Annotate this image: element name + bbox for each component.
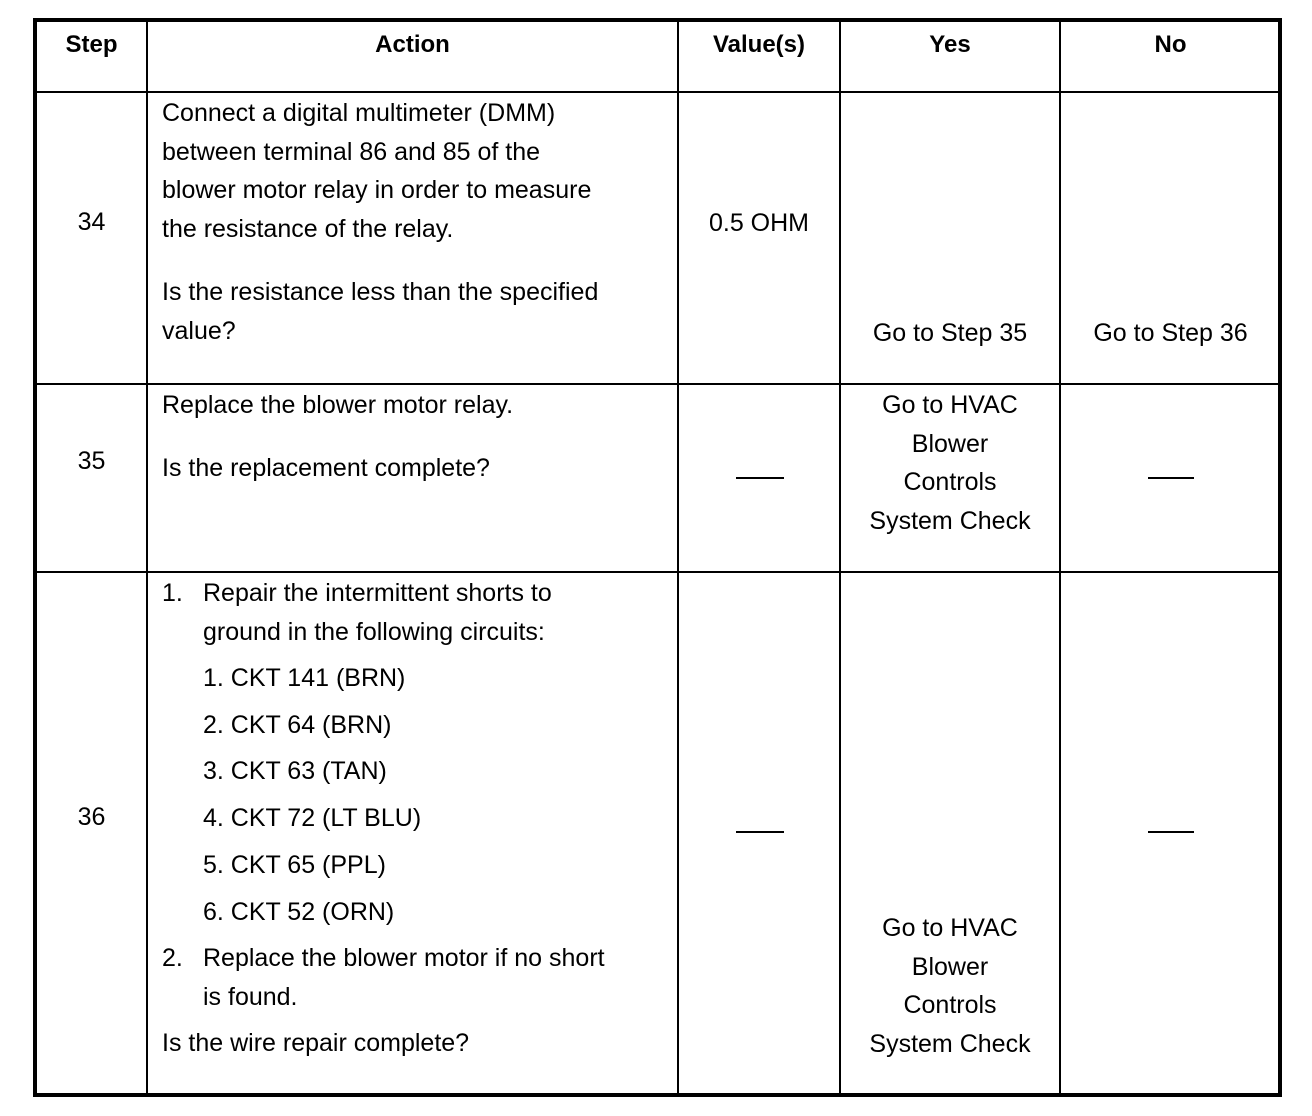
- header-action: Action: [375, 31, 450, 58]
- step-number: 35: [77, 447, 106, 475]
- list-number: 1.: [162, 579, 183, 607]
- empty-value-dash: [736, 477, 784, 479]
- row-divider: [33, 91, 1282, 93]
- empty-no-dash: [1148, 831, 1194, 833]
- circuit-item: 5. CKT 65 (PPL): [203, 850, 386, 879]
- circuit-item: 2. CKT 64 (BRN): [203, 710, 392, 739]
- action-question: Is the wire repair complete?: [162, 1029, 470, 1058]
- action-line: Replace the blower motor relay.: [162, 391, 514, 419]
- action-list-item: [162, 939, 672, 1016]
- column-divider: [677, 18, 679, 1097]
- step-number: 34: [77, 208, 106, 236]
- value-cell: 0.5 OHM: [708, 209, 810, 237]
- circuit-item: 1. CKT 141 (BRN): [203, 664, 406, 692]
- action-line: Replace the blower motor if no short: [203, 944, 605, 973]
- yes-cell: [841, 386, 1059, 540]
- circuit-item: 4. CKT 72 (LT BLU): [203, 804, 422, 833]
- empty-value-dash: [736, 831, 784, 833]
- list-number: 2.: [162, 944, 183, 973]
- action-line: between terminal 86 and 85 of the: [162, 137, 541, 166]
- action-cell: [162, 94, 672, 350]
- no-cell: Go to Step 36: [1093, 319, 1248, 347]
- column-divider: [146, 18, 148, 1097]
- action-question: value?: [162, 316, 236, 345]
- action-line: Repair the intermittent shorts to: [203, 579, 552, 607]
- column-divider: [1059, 18, 1061, 1097]
- yes-line: Go to HVAC: [882, 391, 1018, 419]
- empty-no-dash: [1148, 477, 1194, 479]
- action-line: ground in the following circuits:: [203, 617, 545, 646]
- yes-line: Controls: [903, 468, 997, 496]
- header-values: Value(s): [712, 31, 806, 58]
- action-line: Connect a digital multimeter (DMM): [162, 99, 556, 127]
- yes-cell: Go to Step 35: [872, 319, 1028, 347]
- yes-line: Controls: [903, 991, 997, 1019]
- header-step: Step: [65, 31, 118, 58]
- circuit-item: 3. CKT 63 (TAN): [203, 757, 387, 786]
- action-line: the resistance of the relay.: [162, 214, 454, 243]
- action-question: Is the replacement complete?: [162, 453, 490, 482]
- row-divider: [33, 383, 1282, 385]
- header-yes: Yes: [929, 31, 971, 58]
- action-list-item: [162, 574, 672, 651]
- step-number: 36: [77, 803, 106, 831]
- action-line: is found.: [203, 982, 298, 1011]
- yes-cell: [841, 909, 1059, 1063]
- row-divider: [33, 571, 1282, 573]
- yes-line: System Check: [869, 1029, 1031, 1058]
- action-line: blower motor relay in order to measure: [162, 176, 592, 204]
- yes-line: Blower: [911, 952, 989, 981]
- action-cell: [162, 386, 672, 487]
- action-cell: [162, 574, 672, 1063]
- yes-line: System Check: [869, 506, 1031, 535]
- yes-line: Go to HVAC: [882, 914, 1018, 942]
- circuit-item: 6. CKT 52 (ORN): [203, 897, 395, 926]
- yes-line: Blower: [911, 429, 989, 458]
- circuit-list: [162, 655, 672, 935]
- header-no: No: [1154, 31, 1187, 58]
- action-question: Is the resistance less than the specified: [162, 278, 599, 306]
